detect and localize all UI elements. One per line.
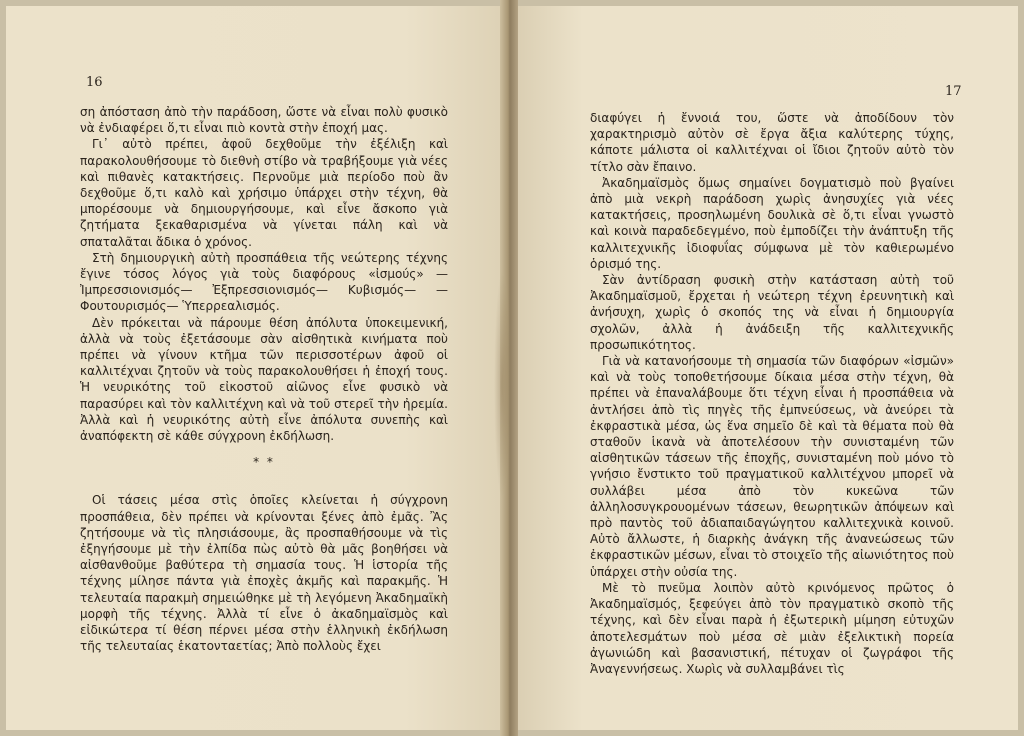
left-page bbox=[6, 6, 506, 730]
page-body bbox=[80, 104, 448, 655]
paragraph: Δὲν πρόκειται νὰ πάρουμε θέση ἀπόλυτα ὑποκειμενική, ἀλλὰ νὰ τοὺς ἐξετάσουμε σὰν αἰσθητικὰ κινήματα ποὺ πρέπει νὰ γίνουν κτῆμα τῶν περισσοτέρων ἀφοῦ οἱ καλλιτέχναι ζητοῦν νὰ τοὺς παρακολουθήσει ἡ ἐποχή τους. Ἡ νευρικότης τοῦ εἰκοστοῦ αἰῶνος εἶνε φυσικὸ νὰ παρασύρει καὶ τὸν καλλιτέχνη καὶ νὰ τοῦ στερεῖ τὴν ἠρεμία. Ἀλλὰ καὶ ἡ νευρικότης αὐτὴ εἶνε ἀπόλυτα συνεπὴς καὶ ἀναπόφεκτη σὲ κάθε σύγχρονη ἐκδήλωση. bbox=[80, 315, 448, 444]
section-separator: * * bbox=[253, 455, 275, 470]
right-page bbox=[512, 6, 1018, 730]
page-number: 17 bbox=[945, 84, 962, 99]
paragraph: ση ἀπόσταση ἀπὸ τὴν παράδοση, ὥστε νὰ εἶναι πολὺ φυσικὸ νὰ ἐνδιαφέρει ὅ,τι εἶναι πιὸ κοντὰ στὴν ἐποχή μας. bbox=[80, 105, 448, 136]
page-body bbox=[590, 110, 954, 677]
paragraph: Οἱ τάσεις μέσα στὶς ὁποῖες κλείνεται ἡ σύγχρονη προσπάθεια, δὲν πρέπει νὰ κρίνονται ξένες ἀπὸ ἐμᾶς. Ἂς ζητήσουμε νὰ τὶς πλησιάσουμε, ἂς προσπαθήσουμε νὰ τὶς ἐξηγήσουμε μὲ τὴν ἐλπίδα πὼς αὐτὸ θὰ μᾶς βοηθήσει νὰ αἰσθανθοῦμε βαθύτερα τὴ σημασία τους. Ἡ ἱστορία τῆς τέχνης μίλησε πάντα γιὰ ἐποχὲς ἀκμῆς καὶ παρακμῆς. Ἡ τελευταία παρακμὴ σημειώθηκε μὲ τὴ λεγόμενη Ἀκαδημαϊκὴ μορφὴ τῆς τέχνης. Ἀλλὰ τί εἶνε ὁ ἀκαδημαϊσμὸς καὶ εἰδικώτερα τί θέση πέρνει μέσα στὴν ἑλληνικὴ ἐκδήλωση τῆς τελευταίας ἑκατονταετίας; Ἀπὸ πολλοὺς ἔχει bbox=[80, 493, 448, 654]
paragraph: Σὰν ἀντίδραση φυσικὴ στὴν κατάσταση αὐτὴ τοῦ Ἀκαδημαϊσμοῦ, ἔρχεται ἡ νεώτερη τέχνη ἐρευνητικὴ καὶ ἀνήσυχη, χωρὶς ὁ σκοπός της νὰ εἶναι ἡ δημιουργία σχολῶν, ἀλλὰ ἡ ἀνάδειξη τῆς καλλιτεχνικῆς προσωπικότητος. bbox=[590, 273, 954, 352]
paragraph: διαφύγει ἡ ἔννοιά του, ὥστε νὰ ἀποδίδουν τὸν χαρακτηρισμὸ αὐτὸν σὲ ἔργα ἄξια καλύτερης τύχης, κάποτε μάλιστα οἱ καλλιτέχναι οἱ ἴδιοι ζητοῦν αὐτὸ τὸν τίτλο σὰν ἔπαινο. bbox=[590, 111, 954, 174]
paragraph: Στὴ δημιουργικὴ αὐτὴ προσπάθεια τῆς νεώτερης τέχνης ἔγινε τόσος λόγος γιὰ τοὺς διαφόρους «ἰσμούς» — Ἰμπρεσσιονισμός— Ἐξπρεσσιονισμός— Κυβισμός— — Φουτουρισμός— Ὑπερρεαλισμός. bbox=[80, 250, 448, 314]
paragraph: Μὲ τὸ πνεῦμα λοιπὸν αὐτὸ κρινόμενος πρῶτος ὁ Ἀκαδημαϊσμός, ξεφεύγει ἀπὸ τὸν πραγματικὸ σκοπὸ τῆς τέχνης, καὶ δὲν εἶναι παρὰ ἡ ἐξωτερικὴ μίμηση εὐτυχῶν ἀποτελεσμάτων ποὺ μέσα σὲ μιὰν ἐξελικτικὴ πορεία ἀγωνιώδη καὶ βασανιστική, πέτυχαν οἱ ζωγράφοι τῆς Ἀναγεννήσεως. Χωρὶς νὰ συλλαμβάνει τὶς bbox=[590, 580, 954, 676]
page-number: 16 bbox=[86, 75, 103, 90]
page-stain bbox=[494, 270, 510, 500]
paragraph: Γι᾿ αὐτὸ πρέπει, ἀφοῦ δεχθοῦμε τὴν ἐξέλιξη καὶ παρακολουθήσουμε τὸ διεθνὴ στίβο νὰ τραβήξουμε γιὰ νέες καὶ πιθανὲς κατακτήσεις. Περνοῦμε μιὰ περίοδο ποὺ ἂν δεχθοῦμε ὅ,τι καλὸ καὶ χρήσιμο ὑπάρχει στὴν τέχνη, θὰ μπορέσουμε νὰ δημιουργήσουμε, καὶ εἶνε ἄσκοπο γιὰ ζητήματα ξεκαθαρισμένα νὰ γίνεται πάλη καὶ νὰ σπαταλᾶται ἄδικα ὁ χρόνος. bbox=[80, 137, 448, 249]
paragraph: Γιὰ νὰ κατανοήσουμε τὴ σημασία τῶν διαφόρων «ἰσμῶν» καὶ νὰ τοὺς τοποθετήσουμε δίκαια μέσα στὴν τέχνη, θὰ πρέπει νὰ ἐπαναλάβουμε ὅτι τέχνη εἶναι ἡ προσπάθεια νὰ ἀντλήσει ἀπὸ τὶς πηγὲς τῆς ἐμπνεύσεως, νὰ ἀνεύρει τὰ ἐκφραστικὰ μέσα, ὡς ἕνα σημεῖο δὲ καὶ τὰ θέματα ποὺ θὰ σταθοῦν ἱκανὰ νὰ ἀποτελέσουν τὴν συνισταμένη τῶν αἰσθητικῶν τάσεων τῆς ἐποχῆς, συνισταμένη ποὺ μόνο τὸ γνήσιο ἔνστικτο τοῦ πραγματικοῦ καλλιτέχνου μπορεῖ νὰ συλλάβει μέσα ἀπὸ τὸν κυκεῶνα τῶν ἀλληλοσυγκρουομένων τάσεων, θεωρητικῶν ἀπόψεων καὶ πρὸ παντὸς τοῦ ἀδιαπαιδαγώγητου καλλιτεχνικὰ κοινοῦ. Αὐτὸ ἄλλωστε, ἡ διαρκὴς ἀνάγκη τῆς ἀνανεώσεως τῶν ἐκφραστικῶν μέσων, εἶναι τὸ στοιχεῖο τῆς αἰωνιότητος ποὺ ὑπάρχει στὴν οὐσία της. bbox=[590, 354, 954, 579]
paragraph: Ἀκαδημαϊσμὸς ὅμως σημαίνει δογματισμὸ ποὺ βγαίνει ἀπὸ μιὰ νεκρὴ παράδοση χωρὶς ἀνησυχίες γιὰ νέες κατακτήσεις, προσηλωμένη δουλικὰ σὲ ὅ,τι εἶναι γνωστὸ καὶ κοινὰ παραδεδεγμένο, ποὺ ἐμποδίζει τὴν ἀνάπτυξη τῆς καλλιτεχνικῆς ἰδιοφυΐας σύμφωνα μὲ τὸν καθιερωμένο ὁρισμό της. bbox=[590, 175, 954, 271]
